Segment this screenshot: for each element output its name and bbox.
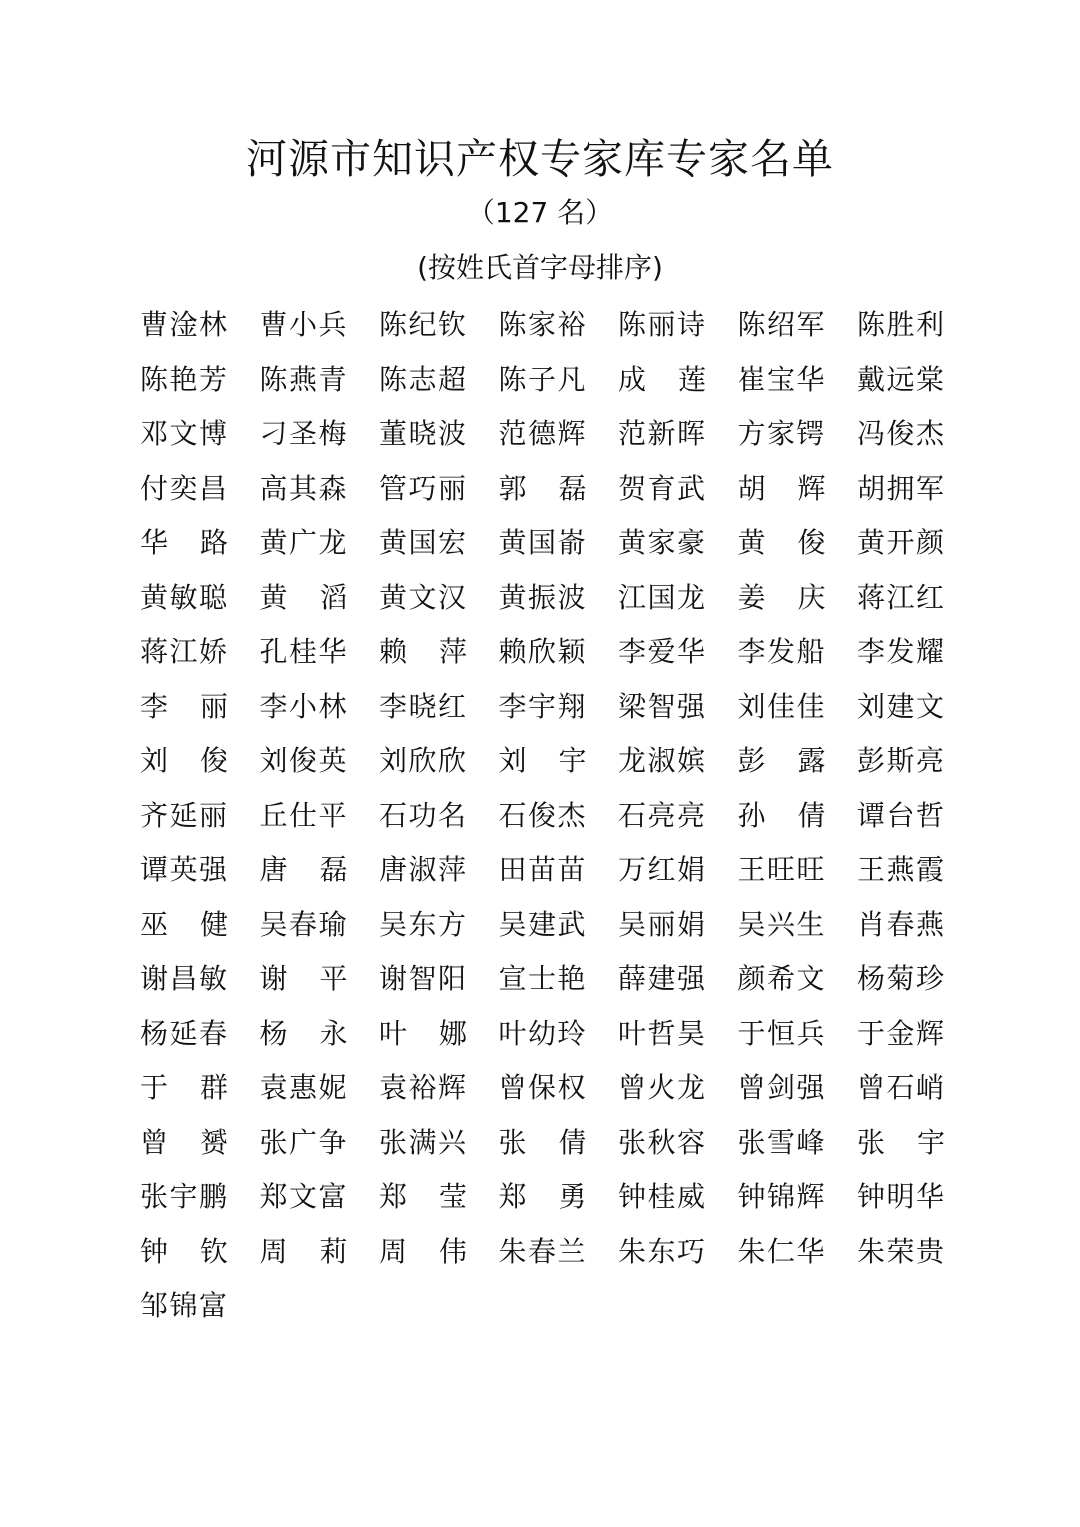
expert-name: 王燕霞 — [857, 853, 946, 887]
name-given: 磊 — [319, 853, 348, 887]
expert-name: 黄振波 — [498, 580, 588, 614]
expert-name — [379, 1225, 467, 1280]
expert-name: 肖春燕 — [857, 907, 946, 941]
name-given: 永 — [319, 1016, 348, 1050]
name-surname: 黄 — [259, 580, 288, 614]
expert-name: 杨菊珍 — [857, 962, 946, 996]
expert-name: 石亮亮 — [618, 798, 707, 832]
expert-name: 于恒兵 — [737, 1016, 827, 1050]
expert-name: 刘佳佳 — [737, 689, 827, 723]
name-given: 露 — [797, 744, 826, 778]
name-surname: 彭 — [737, 744, 766, 778]
expert-name — [618, 353, 706, 408]
expert-name: 陈胜利 — [857, 308, 946, 342]
expert-name: 朱仁华 — [737, 1234, 827, 1268]
name-surname: 郑 — [379, 1180, 408, 1214]
expert-name: 薛建强 — [618, 962, 707, 996]
name-surname: 钟 — [140, 1234, 169, 1268]
expert-name: 朱东巧 — [618, 1234, 707, 1268]
sort-note: (按姓氏首字母排序) — [417, 251, 663, 284]
name-surname: 周 — [379, 1234, 408, 1268]
expert-name: 朱春兰 — [498, 1234, 588, 1268]
expert-name: 吴东方 — [379, 907, 468, 941]
expert-name: 谭台哲 — [857, 798, 946, 832]
expert-name: 刁圣梅 — [259, 417, 349, 451]
expert-name: 刘俊英 — [259, 744, 349, 778]
expert-name: 谢智阳 — [379, 962, 468, 996]
name-given: 倩 — [558, 1125, 587, 1159]
expert-name: 田苗苗 — [498, 853, 588, 887]
expert-name: 吴丽娟 — [618, 907, 707, 941]
expert-name — [499, 462, 587, 517]
expert-name: 刘欣欣 — [379, 744, 468, 778]
expert-name: 曾剑强 — [737, 1071, 827, 1105]
expert-name: 谢昌敏 — [140, 962, 229, 996]
expert-name: 范新晖 — [618, 417, 707, 451]
expert-name: 吴建武 — [498, 907, 588, 941]
name-surname: 姜 — [737, 580, 766, 614]
name-surname: 于 — [140, 1071, 169, 1105]
expert-name: 管巧丽 — [379, 471, 468, 505]
expert-name: 吴兴生 — [737, 907, 827, 941]
name-surname: 郭 — [498, 471, 527, 505]
name-given: 滔 — [319, 580, 348, 614]
name-given: 伟 — [438, 1234, 467, 1268]
expert-name: 曾火龙 — [618, 1071, 707, 1105]
name-surname: 刘 — [498, 744, 527, 778]
expert-name: 陈绍军 — [737, 308, 827, 342]
expert-name — [379, 1170, 467, 1225]
expert-name: 陈丽诗 — [618, 308, 707, 342]
expert-name: 万红娟 — [618, 853, 707, 887]
expert-name — [260, 571, 348, 626]
expert-name: 陈子凡 — [498, 362, 588, 396]
expert-name: 刘建文 — [857, 689, 946, 723]
expert-name: 颜希文 — [737, 962, 827, 996]
expert-name — [499, 1116, 587, 1171]
expert-name: 钟锦辉 — [737, 1180, 827, 1214]
expert-name: 戴远棠 — [857, 362, 946, 396]
expert-name: 孔桂华 — [259, 635, 349, 669]
expert-name — [379, 1007, 467, 1062]
expert-name: 范德辉 — [498, 417, 588, 451]
name-given: 群 — [199, 1071, 228, 1105]
expert-name: 宣士艳 — [498, 962, 588, 996]
expert-name: 叶幼玲 — [498, 1016, 588, 1050]
name-given: 宇 — [916, 1125, 945, 1159]
name-given: 莲 — [677, 362, 706, 396]
expert-name: 黄广龙 — [259, 526, 349, 560]
expert-name: 唐淑萍 — [379, 853, 468, 887]
name-given: 钦 — [199, 1234, 228, 1268]
expert-name — [738, 734, 826, 789]
expert-name: 朱荣贵 — [857, 1234, 946, 1268]
expert-name: 付奕昌 — [140, 471, 229, 505]
expert-name: 黄国宏 — [379, 526, 468, 560]
name-surname: 李 — [140, 689, 169, 723]
expert-name: 陈志超 — [379, 362, 468, 396]
expert-name: 丘仕平 — [259, 798, 349, 832]
name-given: 俊 — [797, 526, 826, 560]
expert-name — [260, 843, 348, 898]
expert-name: 钟明华 — [857, 1180, 946, 1214]
name-given: 倩 — [797, 798, 826, 832]
expert-name: 张秋容 — [618, 1125, 707, 1159]
expert-name: 陈艳芳 — [140, 362, 229, 396]
expert-name: 黄文汉 — [379, 580, 468, 614]
name-given: 勇 — [558, 1180, 587, 1214]
name-surname: 张 — [857, 1125, 886, 1159]
name-given: 莹 — [438, 1180, 467, 1214]
expert-name: 赖欣颖 — [498, 635, 588, 669]
expert-name: 梁智强 — [618, 689, 707, 723]
name-given: 磊 — [558, 471, 587, 505]
name-surname: 刘 — [140, 744, 169, 778]
expert-name: 吴春瑜 — [259, 907, 349, 941]
expert-name: 曾保权 — [498, 1071, 588, 1105]
name-surname: 华 — [140, 526, 169, 560]
name-given: 赟 — [199, 1125, 228, 1159]
expert-name: 谭英强 — [140, 853, 229, 887]
name-surname: 张 — [498, 1125, 527, 1159]
expert-name — [857, 1116, 945, 1171]
expert-name — [140, 1061, 228, 1116]
expert-name: 袁裕辉 — [379, 1071, 468, 1105]
expert-name: 蒋江娇 — [140, 635, 229, 669]
name-surname: 赖 — [379, 635, 408, 669]
expert-name — [140, 516, 228, 571]
expert-name: 于金辉 — [857, 1016, 946, 1050]
name-surname: 周 — [259, 1234, 288, 1268]
name-given: 平 — [319, 962, 348, 996]
expert-name: 江国龙 — [618, 580, 707, 614]
expert-name: 李宇翔 — [498, 689, 588, 723]
name-surname: 郑 — [498, 1180, 527, 1214]
expert-name: 杨延春 — [140, 1016, 229, 1050]
expert-name — [738, 516, 826, 571]
expert-name — [499, 734, 587, 789]
name-given: 娜 — [438, 1016, 467, 1050]
expert-name — [738, 462, 826, 517]
expert-name: 蒋江红 — [857, 580, 946, 614]
name-given: 辉 — [797, 471, 826, 505]
expert-name: 石俊杰 — [498, 798, 588, 832]
expert-name — [260, 1225, 348, 1280]
expert-name: 方家锷 — [737, 417, 827, 451]
expert-name: 黄敏聪 — [140, 580, 229, 614]
name-surname: 叶 — [379, 1016, 408, 1050]
name-surname: 杨 — [259, 1016, 288, 1050]
name-surname: 谢 — [259, 962, 288, 996]
expert-name: 张满兴 — [379, 1125, 468, 1159]
name-surname: 胡 — [737, 471, 766, 505]
expert-name: 李小林 — [259, 689, 349, 723]
name-surname: 成 — [618, 362, 647, 396]
document-title: 河源市知识产权专家库专家名单 — [246, 135, 834, 183]
name-surname: 唐 — [259, 853, 288, 887]
expert-name: 龙淑嫔 — [618, 744, 707, 778]
expert-name: 袁惠妮 — [259, 1071, 349, 1105]
expert-name — [140, 898, 228, 953]
expert-name: 张宇鹏 — [140, 1180, 229, 1214]
expert-name — [260, 1007, 348, 1062]
expert-name: 邓文博 — [140, 417, 229, 451]
expert-name — [140, 1116, 228, 1171]
expert-name: 胡拥军 — [857, 471, 946, 505]
expert-name: 张广争 — [259, 1125, 349, 1159]
expert-name — [738, 571, 826, 626]
expert-name: 贺育武 — [618, 471, 707, 505]
expert-name — [738, 789, 826, 844]
expert-name: 曹小兵 — [259, 308, 349, 342]
expert-name: 张雪峰 — [737, 1125, 827, 1159]
expert-name — [140, 734, 228, 789]
expert-name — [499, 1170, 587, 1225]
expert-name: 彭斯亮 — [857, 744, 946, 778]
name-surname: 孙 — [737, 798, 766, 832]
expert-name — [379, 625, 467, 680]
expert-name — [260, 952, 348, 1007]
expert-name: 黄开颜 — [857, 526, 946, 560]
name-given: 丽 — [199, 689, 228, 723]
expert-name: 曾石峭 — [857, 1071, 946, 1105]
expert-name: 石功名 — [379, 798, 468, 832]
expert-name: 崔宝华 — [737, 362, 827, 396]
expert-name-list — [140, 298, 960, 1334]
expert-name: 董晓波 — [379, 417, 468, 451]
expert-name: 邹锦富 — [140, 1289, 229, 1323]
name-given: 莉 — [319, 1234, 348, 1268]
expert-name: 黄家豪 — [618, 526, 707, 560]
name-given: 健 — [199, 907, 228, 941]
name-given: 庆 — [797, 580, 826, 614]
name-given: 俊 — [199, 744, 228, 778]
name-given: 萍 — [438, 635, 467, 669]
expert-name: 李发船 — [737, 635, 827, 669]
name-surname: 巫 — [140, 907, 169, 941]
expert-name: 陈家裕 — [498, 308, 588, 342]
expert-count: （127 名） — [466, 196, 614, 229]
expert-name: 冯俊杰 — [857, 417, 946, 451]
expert-name — [140, 1225, 228, 1280]
name-given: 宇 — [558, 744, 587, 778]
name-surname: 黄 — [737, 526, 766, 560]
expert-name: 李发耀 — [857, 635, 946, 669]
expert-name — [140, 680, 228, 735]
expert-name: 王旺旺 — [737, 853, 827, 887]
expert-name: 曹淦林 — [140, 308, 229, 342]
expert-name: 郑文富 — [259, 1180, 349, 1214]
name-given: 路 — [199, 526, 228, 560]
expert-name: 高其森 — [259, 471, 349, 505]
expert-name: 李爱华 — [618, 635, 707, 669]
expert-name: 叶哲昊 — [618, 1016, 707, 1050]
expert-name: 陈燕青 — [259, 362, 349, 396]
expert-name: 陈纪钦 — [379, 308, 468, 342]
expert-name: 黄国嵛 — [498, 526, 588, 560]
expert-name: 齐延丽 — [140, 798, 229, 832]
expert-name: 李晓红 — [379, 689, 468, 723]
expert-name: 钟桂威 — [618, 1180, 707, 1214]
name-surname: 曾 — [140, 1125, 169, 1159]
